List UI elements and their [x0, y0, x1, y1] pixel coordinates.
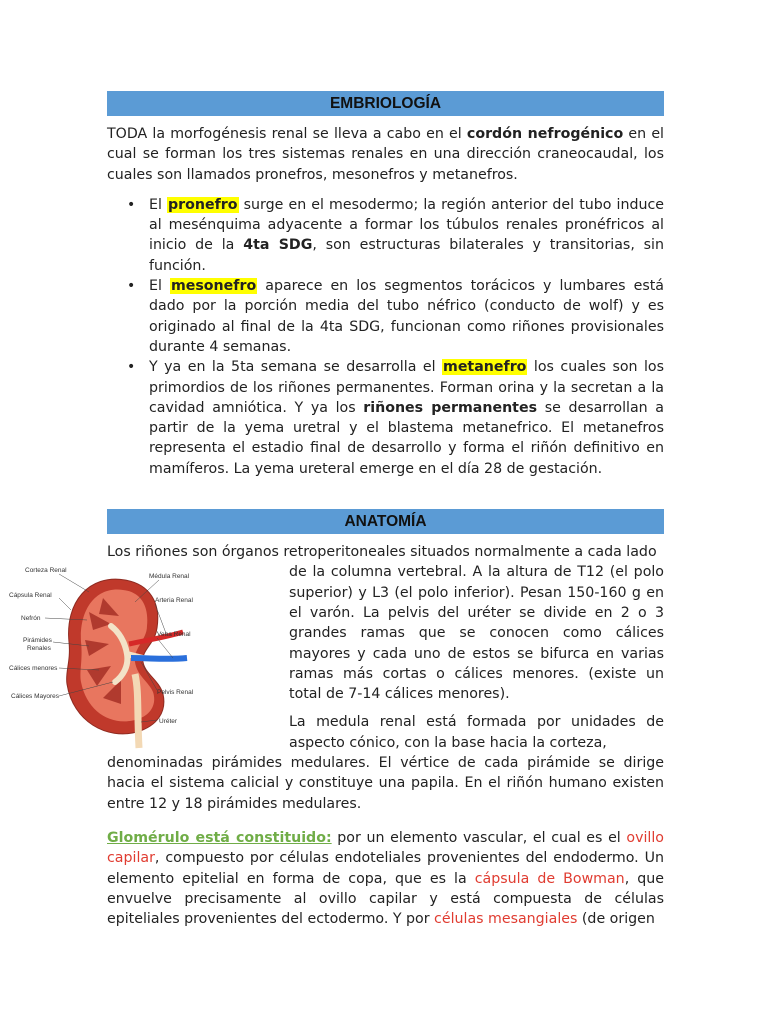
glomerulo-paragraph: [107, 828, 664, 929]
bullet-text: se desarrollan a partir de la yema uretral y el blastema metanefrico. El metanefros representa el estadio final de desarrollo y forma el riñón definitivo en mamíferos. La yema ureteral emerge en el día 28 de gestación.: [149, 399, 664, 477]
glomerulo-title: Glomérulo está constituido:: [107, 829, 332, 846]
label-piramides: Pirámides: [23, 637, 52, 645]
term-ovillo-capilar: ovillo capilar: [107, 829, 664, 867]
highlighted-term: metanefro: [443, 359, 527, 376]
glomerulo-text: (de origen: [577, 911, 655, 928]
intro-text: TODA la morfogénesis renal se lleva a cabo en el: [107, 126, 467, 142]
label-nefron: Nefrón: [21, 615, 41, 623]
glomerulo-text: , compuesto por células endoteliales provenientes del endodermo. Un elemento epitelial en forma de copa, que es la: [107, 850, 664, 887]
label-capsula: Cápsula Renal: [9, 592, 52, 600]
anatomia-paragraph-2-rest: denominadas pirámides medulares. El vértice de cada pirámide se dirige hacia el sistema calicial y constituye una papila. En el riñón humano existen entre 12 y 18 pirámides medulares.: [107, 755, 664, 812]
label-arteria: Arteria Renal: [155, 597, 193, 605]
highlighted-term: mesonefro: [170, 278, 257, 295]
label-medula: Médula Renal: [149, 573, 190, 581]
bullet-text: , son estructuras bilaterales y transitorias, sin función.: [149, 237, 664, 274]
kidney-diagram-icon: [7, 562, 197, 752]
bullet-text: aparece en los segmentos torácicos y lumbares está dado por la porción media del tubo néfrico (conducto de wolf) y es originado al final de la 4ta SDG, funcionan como riñones provisionales durante 4 semanas.: [149, 278, 664, 355]
bullet-text: surge en el mesodermo; la región anterior del tubo induce al mesénquima adyacente a formar los túbulos renales pronéfricos al inicio de la: [149, 196, 664, 254]
term-celulas-mesangiales: células mesangiales: [434, 911, 578, 928]
embriologia-bullet-list: [107, 195, 664, 479]
anatomia-figure-area: [9, 562, 664, 753]
section-heading-embriologia: EMBRIOLOGÍA: [107, 91, 664, 116]
label-calices-menores: Cálices menores: [9, 665, 58, 673]
label-ureter: Uréter: [159, 718, 178, 726]
label-vena: Vena Renal: [157, 631, 191, 639]
label-renales: Renales: [27, 645, 51, 653]
anatomia-intro-line: Los riñones son órganos retroperitoneales situados normalmente a cada lado: [107, 544, 657, 561]
bullet-text: Y ya en la 5ta semana se desarrolla el: [149, 359, 443, 376]
anatomia-paragraph-2-start: La medula renal está formada por unidades de aspecto cónico, con la base hacia la corteza,: [289, 714, 664, 751]
label-calices-mayores: Cálices Mayores: [11, 693, 60, 701]
intro-bold-term: cordón nefrogénico: [466, 126, 624, 142]
bold-term: 4ta SDG: [243, 237, 313, 254]
kidney-diagram-figure: [7, 562, 197, 752]
glomerulo-text: por un elemento vascular, el cual es el: [331, 829, 627, 846]
term-capsula-bowman: cápsula de Bowman: [474, 870, 625, 887]
label-corteza: Corteza Renal: [25, 567, 67, 575]
bullet-mesonefro: [149, 276, 664, 357]
bullet-text: los cuales son los primordios de los riñones permanentes. Forman orina y la secretan a la cavidad amniótica. Y ya los: [149, 359, 665, 416]
anatomia-paragraph-1: de la columna vertebral. A la altura de T12 (el polo superior) y L3 (el polo inferior). Pesan 150-160 g en el varón. La pelvis del uréter se divide en 2 o 3 grandes ramas que se conocen como cálices mayores y cada uno de estos se bifurca en varias ramas más cortas o cálices menores. (existe un total de 7-14 cálices menores).: [289, 564, 664, 703]
glomerulo-text: , que envuelve precisamente al ovillo capilar y está compuesta de células epiteliales provenientes del ectodermo. Y por: [107, 870, 664, 928]
intro-text-end: en el cual se forman los tres sistemas renales en una dirección craneocaudal, los cuales son llamados pronefros, mesonefros y metanefros.: [107, 126, 664, 183]
bullet-metanefro: [149, 357, 664, 479]
bullet-pronefro: [149, 195, 664, 276]
label-pelvis: Pelvis Renal: [157, 689, 194, 697]
highlighted-term: pronefro: [168, 196, 238, 213]
bullet-text: El: [149, 278, 170, 295]
bold-term: riñones permanentes: [363, 399, 538, 416]
document-page: [9, 91, 665, 929]
bullet-text: El: [149, 196, 168, 213]
section-heading-anatomia: ANATOMÍA: [107, 509, 664, 534]
embriologia-intro: [107, 124, 664, 185]
